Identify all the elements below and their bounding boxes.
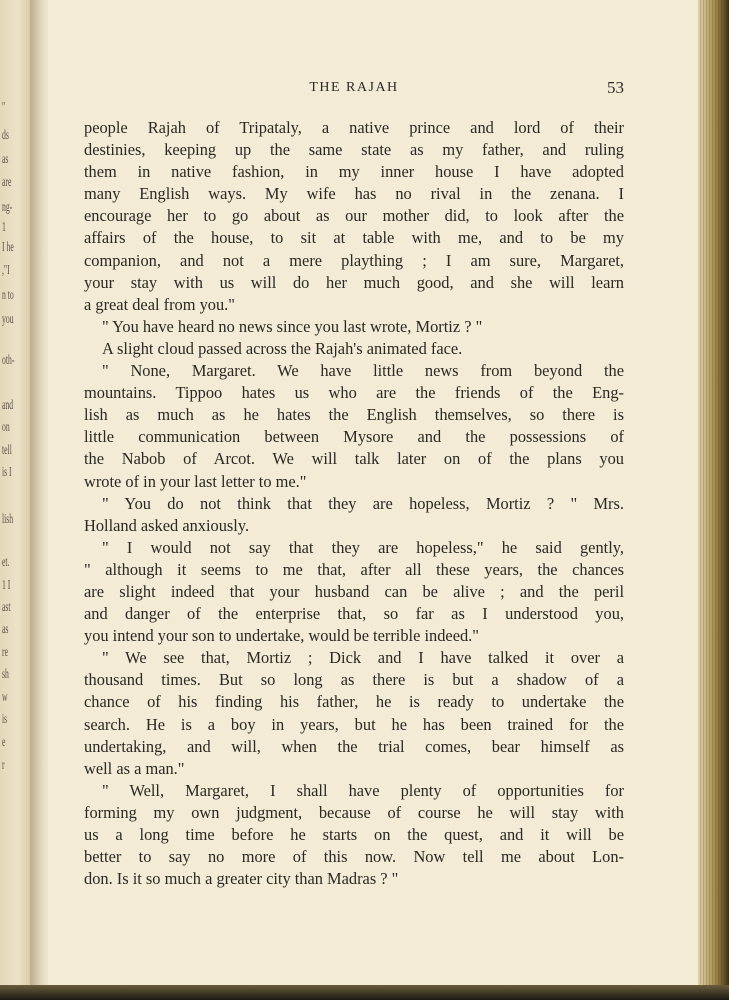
text-line: destinies, keeping up the same state as my father, and ruling bbox=[84, 140, 624, 160]
text-line: little communication between Mysore and the possessions of bbox=[84, 427, 624, 447]
text-line: people Rajah of Tripataly, a native prince and lord of their bbox=[84, 118, 624, 137]
page-number: 53 bbox=[607, 78, 624, 97]
page-stack-lines bbox=[700, 0, 722, 1000]
text-line: many English ways. My wife has no rival in the zenana. I bbox=[84, 184, 624, 204]
facing-page-fragment: I he bbox=[2, 240, 14, 255]
facing-page-fragment: lish bbox=[2, 512, 14, 527]
text-line: well as a man." bbox=[84, 758, 185, 778]
text-line: us a long time before he starts on the quest, and it will be bbox=[84, 825, 624, 844]
text-line: lish as much as he hates the English themselves, so there is bbox=[84, 405, 624, 425]
text-line: Holland asked anxiously. bbox=[84, 515, 250, 535]
facing-page-fragment: n to bbox=[2, 288, 14, 303]
text-line: and danger of the enterprise that, so far as I understood you, bbox=[84, 604, 624, 624]
facing-page-fragment: ng- bbox=[2, 200, 13, 215]
facing-page-fragment: is bbox=[2, 712, 8, 727]
facing-page-fragment: are bbox=[2, 175, 12, 190]
text-line: encourage her to go about as our mother did, to look after the bbox=[84, 206, 624, 226]
text-line: wrote of in your last letter to me." bbox=[84, 471, 307, 491]
running-title: THE RAJAH bbox=[309, 80, 399, 95]
facing-page-fragment: et. bbox=[2, 555, 10, 570]
text-line: " I would not say that they are hopeless," he said gently, bbox=[102, 537, 624, 557]
text-line: " We see that, Mortiz ; Dick and I have talked it over a bbox=[102, 648, 624, 668]
text-line: them in native fashion, in my inner house I have adopted bbox=[84, 162, 624, 182]
facing-page-fragment: ast bbox=[2, 600, 11, 615]
text-line: better to say no more of this now. Now tell me about Lon- bbox=[84, 847, 624, 867]
facing-page-fragment: ,"I bbox=[2, 263, 10, 278]
facing-page-fragment: ds bbox=[2, 128, 9, 143]
text-line: mountains. Tippoo hates us who are the friends of the Eng- bbox=[84, 383, 624, 403]
facing-page-fragment: sh bbox=[2, 667, 9, 682]
running-head bbox=[84, 78, 624, 100]
facing-page-edge bbox=[0, 0, 30, 1000]
facing-page-fragment: as bbox=[2, 152, 9, 167]
facing-page-fragment: and bbox=[2, 398, 14, 413]
text-line: " although it seems to me that, after all these years, the chances bbox=[84, 559, 624, 579]
book-bottom-edge bbox=[0, 985, 729, 1000]
text-line: forming my own judgment, because of course he will stay with bbox=[84, 802, 624, 822]
text-line: " None, Margaret. We have little news from beyond the bbox=[102, 361, 624, 381]
text-line: search. He is a boy in years, but he has been trained for the bbox=[84, 714, 624, 734]
text-line: companion, and not a mere plaything ; I am sure, Margaret, bbox=[84, 250, 624, 270]
text-line: affairs of the house, to sit at table with me, and to be my bbox=[84, 228, 624, 248]
text-line: the Nabob of Arcot. We will talk later on of the plans you bbox=[84, 449, 624, 469]
text-line: " You do not think that they are hopeless, Mortiz ? " Mrs. bbox=[102, 493, 624, 513]
facing-page-fragment: r bbox=[2, 758, 5, 773]
body-text bbox=[84, 117, 624, 890]
text-line: your stay with us will do her much good, and she will learn bbox=[84, 272, 624, 292]
text-line: you intend your son to undertake, would be terrible indeed." bbox=[84, 626, 479, 646]
text-line: are slight indeed that your husband can be alive ; and the peril bbox=[84, 581, 624, 601]
text-line: don. Is it so much a greater city than Madras ? " bbox=[84, 869, 399, 889]
text-line: thousand times. But so long as there is but a shadow of a bbox=[84, 670, 624, 690]
facing-page-fragment: w bbox=[2, 690, 8, 705]
text-line: a great deal from you." bbox=[84, 294, 235, 314]
text-line: A slight cloud passed across the Rajah's animated face. bbox=[102, 338, 463, 358]
text-line: chance of his finding his father, he is ready to undertake the bbox=[84, 692, 624, 712]
facing-page-fragment: " bbox=[2, 100, 6, 115]
facing-page-fragment: 1 bbox=[2, 220, 6, 235]
facing-page-fragment: you bbox=[2, 312, 14, 327]
text-line: undertaking, and will, when the trial comes, bear himself as bbox=[84, 736, 624, 756]
facing-page-fragment: 1 I bbox=[2, 578, 11, 593]
facing-page-fragment: oth- bbox=[2, 353, 15, 368]
facing-page-fragment: tell bbox=[2, 443, 12, 458]
text-line: " You have heard no news since you last wrote, Mortiz ? " bbox=[102, 316, 483, 336]
text-line: " Well, Margaret, I shall have plenty of opportunities for bbox=[102, 780, 624, 800]
facing-page-fragment: on bbox=[2, 420, 10, 435]
facing-page-fragment: re bbox=[2, 645, 8, 660]
facing-page-fragment: as bbox=[2, 622, 9, 637]
facing-page-fragment: e bbox=[2, 735, 6, 750]
book-gutter bbox=[30, 0, 48, 1000]
facing-page-fragment: is I bbox=[2, 465, 12, 480]
